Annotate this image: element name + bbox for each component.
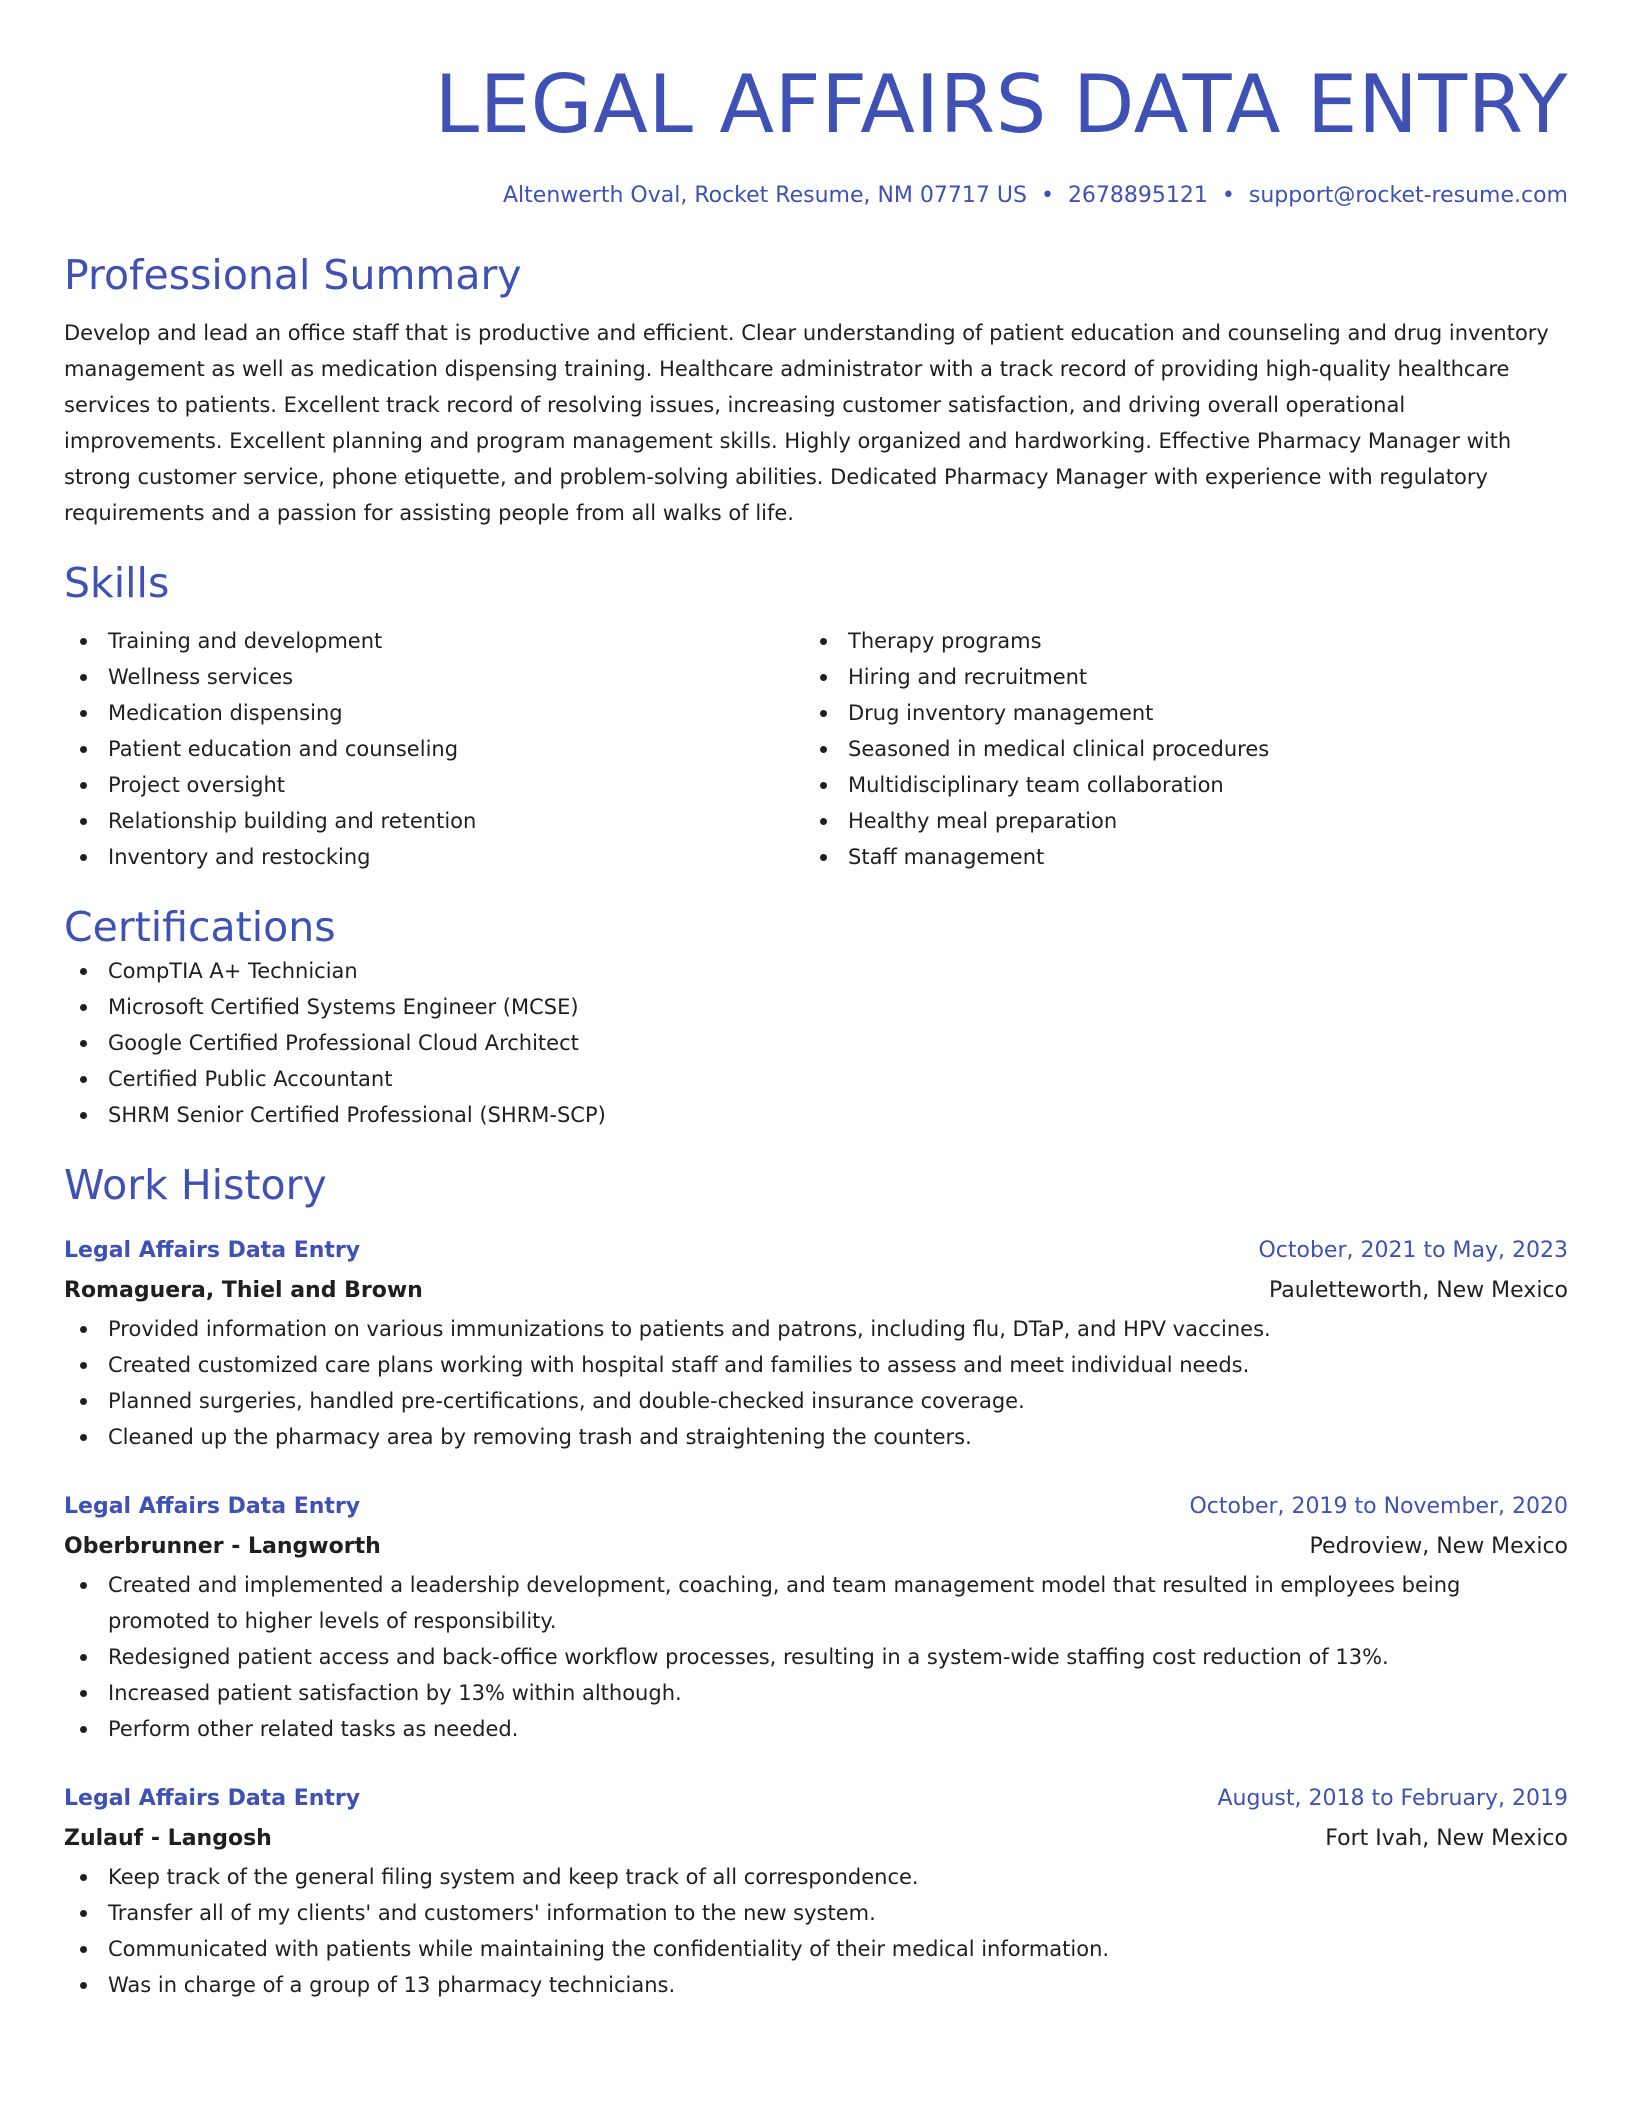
job-bullet-list [64, 1567, 1568, 1747]
contact-address: Altenwerth Oval, Rocket Resume, NM 07717 US [503, 183, 1027, 208]
job-title: Legal Affairs Data Entry [64, 1786, 361, 1811]
job-location: Pauletteworth, New Mexico [1269, 1278, 1568, 1303]
skill-item: Multidisciplinary team collaboration [804, 767, 1544, 803]
job-header-row [64, 1487, 1568, 1527]
skill-item: Inventory and restocking [64, 839, 804, 875]
job-company-row [64, 1527, 1568, 1567]
job-bullet: Cleaned up the pharmacy area by removing trash and straightening the counters. [64, 1419, 1568, 1455]
job-bullet: Keep track of the general filing system and keep track of all correspondence. [64, 1859, 1568, 1895]
job-bullet: Transfer all of my clients' and customers' information to the new system. [64, 1895, 1568, 1931]
job-header-row [64, 1779, 1568, 1819]
summary-section-title: Professional Summary [64, 251, 522, 299]
certification-item: Google Certified Professional Cloud Architect [64, 1025, 1568, 1061]
contact-separator: • [1221, 183, 1235, 208]
skill-item: Wellness services [64, 659, 804, 695]
skill-item: Drug inventory management [804, 695, 1544, 731]
job-title: Legal Affairs Data Entry [64, 1238, 361, 1263]
skill-item: Medication dispensing [64, 695, 804, 731]
contact-line [64, 181, 1568, 211]
summary-text: Develop and lead an office staff that is productive and efficient. Clear understanding of patient education and counseling and drug inventory management as well as medication dispensing training. Healthcare administrator with a track record of providing high-quality healthcare services to patients. Excellent track record of resolving issues, increasing customer satisfaction, and driving overall operational improvements. Excellent planning and program management skills. Highly organized and hardworking. Effective Pharmacy Manager with strong customer service, phone etiquette, and problem-solving abilities. Dedicated Pharmacy Manager with experience with regulatory requirements and a passion for assisting people from all walks of life. [64, 321, 1549, 525]
contact-separator: • [1040, 183, 1054, 208]
job-bullet: Provided information on various immunizations to patients and patrons, including flu, DTaP, and HPV vaccines. [64, 1311, 1568, 1347]
certification-item: CompTIA A+ Technician [64, 953, 1568, 989]
job-company: Romaguera, Thiel and Brown [64, 1278, 423, 1303]
job-header-row [64, 1231, 1568, 1271]
skill-item: Healthy meal preparation [804, 803, 1544, 839]
certification-item: Certified Public Accountant [64, 1061, 1568, 1097]
job-bullet: Communicated with patients while maintaining the confidentiality of their medical information. [64, 1931, 1568, 1967]
skills-list-right [804, 623, 1544, 875]
job-dates: October, 2021 to May, 2023 [1258, 1238, 1568, 1263]
job-company-row [64, 1819, 1568, 1859]
job-bullet: Was in charge of a group of 13 pharmacy technicians. [64, 1967, 1568, 2003]
job-bullet: Redesigned patient access and back-office workflow processes, resulting in a system-wide staffing cost reduction of 13%. [64, 1639, 1568, 1675]
job-company: Zulauf - Langosh [64, 1826, 272, 1851]
job-entry [64, 1231, 1568, 1455]
job-bullet-list [64, 1859, 1568, 2003]
job-company: Oberbrunner - Langworth [64, 1534, 381, 1559]
certification-item: Microsoft Certified Systems Engineer (MCSE) [64, 989, 1568, 1025]
skills-section-title: Skills [64, 559, 170, 607]
skills-grid [64, 623, 1568, 875]
job-bullet: Perform other related tasks as needed. [64, 1711, 1568, 1747]
certifications-section-title: Certifications [64, 903, 336, 951]
skill-item: Relationship building and retention [64, 803, 804, 839]
job-bullet: Created customized care plans working with hospital staff and families to assess and meet individual needs. [64, 1347, 1568, 1383]
job-bullet: Planned surgeries, handled pre-certifications, and double-checked insurance coverage. [64, 1383, 1568, 1419]
skill-item: Patient education and counseling [64, 731, 804, 767]
contact-phone: 2678895121 [1067, 183, 1208, 208]
job-title: Legal Affairs Data Entry [64, 1494, 361, 1519]
job-dates: August, 2018 to February, 2019 [1217, 1786, 1568, 1811]
job-entry [64, 1779, 1568, 2003]
work-history-section-title: Work History [64, 1161, 327, 1209]
job-location: Pedroview, New Mexico [1309, 1534, 1568, 1559]
job-company-row [64, 1271, 1568, 1311]
skill-item: Training and development [64, 623, 804, 659]
skill-item: Project oversight [64, 767, 804, 803]
job-dates: October, 2019 to November, 2020 [1189, 1494, 1568, 1519]
skill-item: Seasoned in medical clinical procedures [804, 731, 1544, 767]
skill-item: Staff management [804, 839, 1544, 875]
skill-item: Hiring and recruitment [804, 659, 1544, 695]
certifications-list [64, 953, 1568, 1133]
certification-item: SHRM Senior Certified Professional (SHRM-SCP) [64, 1097, 1568, 1133]
job-bullet: Increased patient satisfaction by 13% within although. [64, 1675, 1568, 1711]
resume-name-heading: LEGAL AFFAIRS DATA ENTRY [434, 58, 1568, 151]
job-entry [64, 1487, 1568, 1747]
job-location: Fort Ivah, New Mexico [1325, 1826, 1568, 1851]
job-bullet-list [64, 1311, 1568, 1455]
job-bullet: Created and implemented a leadership development, coaching, and team management model that resulted in employees being promoted to higher levels of responsibility. [64, 1567, 1568, 1639]
skills-list-left [64, 623, 804, 875]
contact-email: support@rocket-resume.com [1248, 183, 1568, 208]
skill-item: Therapy programs [804, 623, 1544, 659]
